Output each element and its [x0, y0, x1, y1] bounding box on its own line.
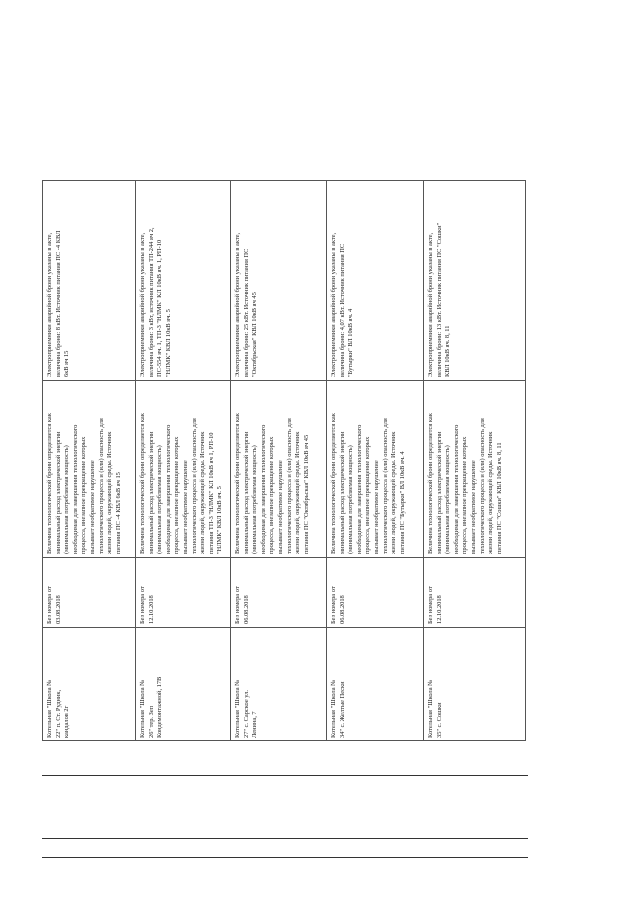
result-cell: Электроприемники аварийной брони указаны в акте, величина брони: 3 кВт, источник питания ТП-244 яч 2, ПС-554 яч. 1, ТП-3 "НЛМК" КЛ 10кВ яч. 1, РП-10 "НЛМК" КВЛ 10кВ яч. 5 — [139, 227, 172, 377]
column-separator — [42, 380, 526, 381]
object-cell: Котельная "Школа № 35" с. Сошки — [427, 679, 443, 738]
document-cell: Без номера от 06.08.2018 — [330, 586, 346, 624]
result-cell: Электроприемники аварийной брони указаны в акте, величина брони: 25 кВт. Источник питания ПС "Октябрьская" КВЛ 10кВ яч 45 — [234, 232, 259, 377]
column-separator — [42, 557, 526, 558]
row-separator — [423, 180, 424, 741]
result-cell: Электроприемники аварийной брони указаны в акте, величина брони: 8 кВт. Источник питания ПС -4 КВЛ 6кВ яч 15 — [46, 230, 71, 377]
footer-divider — [42, 857, 528, 858]
description-cell: Величина технологической брони определяется как минимальный расход электрической энергии (минимальная потребляемая мощность) необходимая для завершения технологического процесса, внезапное прекращение которых вызывает необратимое нарушение технологического процесса и (или) опасность для жизни людей, окружающей среды. Источник питания ПС -4 КВЛ 6кВ яч 15 — [46, 413, 122, 554]
object-cell: Котельная "Школа № 27" с. Сарское ул. Ленина, 7 — [234, 679, 259, 738]
document-cell: Без номера от 12.10.2018 — [139, 586, 155, 624]
object-cell: Котельная "Школа № 22" п. Ст. Рудник, кандалов 2г — [46, 679, 71, 738]
description-cell: Величина технологической брони определяется как минимальный расход электрической энергии (минимальная потребляемая мощность) необходимая для завершения технологического процесса, внезапное прекращение которых вызывает необратимое нарушение технологического процесса и (или) опасность для жизни людей, окружающей среды. Источник питания ПС "Сошки" КВЛ 10кВ яч. 8, 11 — [427, 413, 503, 554]
column-separator — [42, 627, 526, 628]
result-cell: Электроприемники аварийной брони указаны в акте, величина брони: 4,07 кВт. Источник питания ПС "Бутырки" ВЛ 10кВ яч. 4 — [330, 232, 355, 377]
footer-divider — [42, 838, 528, 839]
document-cell: Без номера от 03.08.2018 — [46, 586, 62, 624]
object-cell: Котельная "Школа № 26" тер. Зеп Кондемонтажной, 17В — [139, 676, 164, 738]
description-cell: Величина технологической брони определяется как минимальный расход электрической энергии (минимальная потребляемая мощность) необходимая для завершения технологического процесса, внезапное прекращение которых вызывает необратимое нарушение технологического процесса и (или) опасность для жизни людей, окружающей среды. Источник питания ПС "Бутырки" ВЛ 10кВ яч. 4 — [330, 413, 406, 554]
row-separator — [230, 180, 231, 741]
object-cell: Котельная "Школа № 34" с. Желтые Пески — [330, 679, 346, 738]
footer-divider — [42, 775, 528, 776]
document-cell: Без номера от 12.10.2018 — [427, 586, 443, 624]
description-cell: Величина технологической брони определяется как минимальный расход электрической энергии (минимальная потребляемая мощность) необходимая для завершения технологического процесса, внезапное прекращение которых вызывает необратимое нарушение технологического процесса и (или) опасность для жизни людей, окружающей среды. Источник питания ТП-3 "НЛМК" КЛ 10кВ яч 1, РП-10 "НЛМК" КВЛ 10кВ яч. 5 — [139, 413, 224, 554]
result-cell: Электроприемники аварийной брони указаны в акте, величина брони: 13 кВт. Источник питания ПС "Сошки" КВЛ 10кВ яч. 8, 11 — [427, 222, 452, 377]
row-separator — [135, 180, 136, 741]
document-cell: Без номера от 06.08.2018 — [234, 586, 250, 624]
description-cell: Величина технологической брони определяется как минимальный расход электрической энергии (минимальная потребляемая мощность) необходимая для завершения технологического процесса, внезапное прекращение которых вызывает необратимое нарушение технологического процесса и (или) опасность для жизни людей, окружающей среды. Источник питания ПС "Октябрьская" КВЛ 10кВ яч 45 — [234, 413, 310, 554]
row-separator — [326, 180, 327, 741]
